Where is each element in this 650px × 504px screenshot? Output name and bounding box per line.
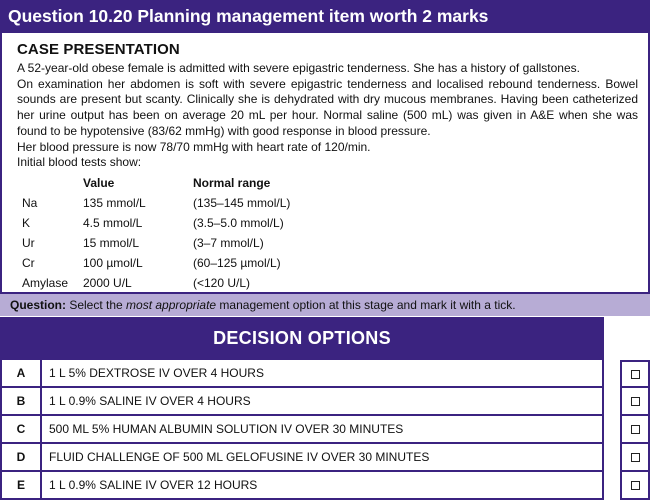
tick-checkbox-a[interactable] — [631, 370, 640, 379]
lab-row — [17, 253, 638, 273]
question-text-before: Select the — [66, 298, 127, 312]
tick-cell-a[interactable] — [620, 360, 650, 388]
lab-header-range: Normal range — [193, 175, 271, 190]
decision-options-header — [0, 317, 604, 360]
tick-cell-c[interactable] — [620, 416, 650, 444]
lab-range: (60–125 µmol/L) — [193, 255, 281, 270]
lab-range: (3.5–5.0 mmol/L) — [193, 215, 284, 230]
lab-value: 2000 U/L — [83, 275, 132, 290]
option-text: 1 L 0.9% SALINE IV OVER 4 HOURS — [49, 394, 251, 408]
lab-value: 135 mmol/L — [83, 195, 146, 210]
option-text: 1 L 0.9% SALINE IV OVER 12 HOURS — [49, 478, 258, 492]
lab-name: K — [22, 215, 31, 230]
case-paragraph: Her blood pressure is now 78/70 mmHg with heart rate of 120/min. — [17, 139, 371, 154]
lab-value: 100 µmol/L — [83, 255, 143, 270]
lab-value: 15 mmol/L — [83, 235, 140, 250]
option-row-e — [2, 472, 602, 500]
lab-header-blank — [17, 173, 83, 193]
option-letter: A — [2, 360, 42, 386]
question-label: Question: — [10, 298, 66, 312]
lab-row — [17, 273, 638, 293]
case-paragraph: Initial blood tests show: — [17, 155, 142, 170]
tick-checkbox-e[interactable] — [631, 481, 640, 490]
case-title: CASE PRESENTATION — [17, 41, 180, 58]
lab-value: 4.5 mmol/L — [83, 215, 143, 230]
question-title: Question 10.20 Planning management item worth 2 marks — [8, 6, 489, 26]
lab-range: (<120 U/L) — [193, 275, 251, 290]
lab-range: (135–145 mmol/L) — [193, 195, 291, 210]
lab-row — [17, 193, 638, 213]
question-prompt — [0, 294, 650, 316]
option-letter: E — [2, 472, 42, 498]
lab-header-value: Value — [83, 175, 115, 190]
question-emphasis: most appropriate — [126, 298, 217, 312]
tick-checkbox-c[interactable] — [631, 425, 640, 434]
tick-cell-b[interactable] — [620, 388, 650, 416]
option-text: 500 ML 5% HUMAN ALBUMIN SOLUTION IV OVER 30 MINUTES — [49, 422, 404, 436]
lab-name: Ur — [22, 235, 35, 250]
lab-name: Cr — [22, 255, 35, 270]
option-row-d — [2, 444, 602, 472]
case-text — [17, 61, 638, 171]
option-letter: D — [2, 444, 42, 470]
case-presentation-box — [0, 33, 650, 294]
question-header — [0, 0, 650, 33]
option-row-b — [2, 388, 602, 416]
tick-cell-d[interactable] — [620, 444, 650, 472]
option-text: 1 L 5% DEXTROSE IV OVER 4 HOURS — [49, 366, 264, 380]
decision-options-list — [0, 360, 604, 500]
lab-row — [17, 213, 638, 233]
lab-row — [17, 233, 638, 253]
option-text: FLUID CHALLENGE OF 500 ML GELOFUSINE IV OVER 30 MINUTES — [49, 450, 430, 464]
decision-options-title: DECISION OPTIONS — [213, 328, 391, 348]
lab-name: Na — [22, 195, 38, 210]
option-row-a — [2, 360, 602, 388]
lab-results-table — [17, 173, 638, 293]
lab-name: Amylase — [22, 275, 69, 290]
option-letter: B — [2, 388, 42, 414]
tick-column — [620, 360, 650, 500]
case-paragraph: A 52-year-old obese female is admitted with severe epigastric tenderness. She has a history of gallstones. — [17, 61, 580, 75]
option-row-c — [2, 416, 602, 444]
case-paragraph: On examination her abdomen is soft with severe epigastric tenderness and localised rebound tenderness. Bowel sounds are present but scanty. Clinically she is dehydrated with dry mucous membranes. Having been catheterized her urine output has been on average 20 mL per hour. Normal saline (500 mL) was given in A&E when she was found to be hypotensive (83/62 mmHg) with good response in blood pressure. — [17, 76, 638, 138]
tick-checkbox-d[interactable] — [631, 453, 640, 462]
tick-checkbox-b[interactable] — [631, 397, 640, 406]
option-letter: C — [2, 416, 42, 442]
lab-range: (3–7 mmol/L) — [193, 235, 264, 250]
tick-cell-e[interactable] — [620, 472, 650, 500]
question-text-after: management option at this stage and mark it with a tick. — [216, 298, 516, 312]
lab-header-row — [17, 173, 638, 193]
